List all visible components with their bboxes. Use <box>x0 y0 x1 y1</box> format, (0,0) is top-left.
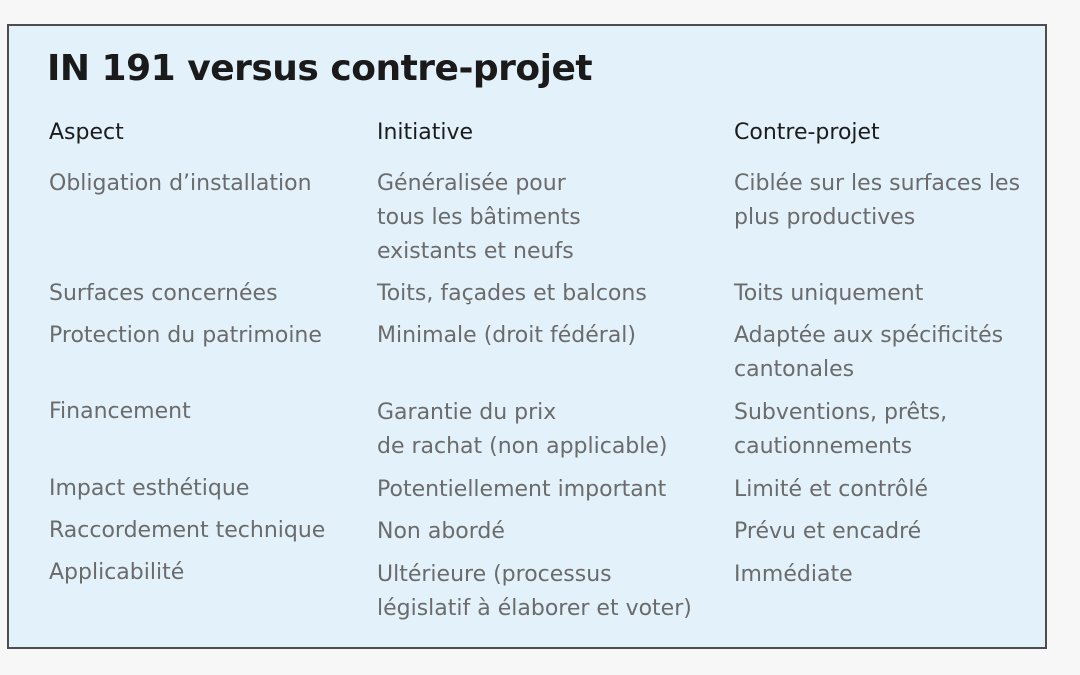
header-contre-projet: Contre-projet <box>734 120 880 145</box>
row-patrimoine-aspect: Protection du patrimoine <box>49 323 322 348</box>
row-financement-aspect: Financement <box>49 399 191 424</box>
row-surfaces-contre-projet: Toits uniquement <box>734 281 924 306</box>
row-applicabilite-initiative: Ultérieure (processus législatif à élaborer et voter) <box>377 562 692 621</box>
row-raccordement-initiative: Non abordé <box>377 519 505 544</box>
row-raccordement-aspect: Raccordement technique <box>49 518 326 543</box>
row-surfaces-aspect: Surfaces concernées <box>49 281 278 306</box>
header-aspect: Aspect <box>49 120 124 145</box>
row-surfaces-initiative: Toits, façades et balcons <box>377 281 647 306</box>
row-obligation-initiative: Généralisée pour tous les bâtiments existants et neufs <box>377 171 581 264</box>
row-applicabilite-contre-projet: Immédiate <box>734 562 853 587</box>
row-obligation-contre-projet: Ciblée sur les surfaces les plus productives <box>734 171 1021 230</box>
row-esthetique-aspect: Impact esthétique <box>49 476 250 501</box>
row-financement-contre-projet: Subventions, prêts, cautionnements <box>734 400 948 459</box>
row-financement-initiative: Garantie du prix de rachat (non applicable) <box>377 400 668 459</box>
header-initiative: Initiative <box>377 120 474 145</box>
row-esthetique-contre-projet: Limité et contrôlé <box>734 477 929 502</box>
row-patrimoine-initiative: Minimale (droit fédéral) <box>377 323 637 348</box>
row-raccordement-contre-projet: Prévu et encadré <box>734 519 922 544</box>
page-title: IN 191 versus contre-projet <box>47 48 593 89</box>
row-obligation-aspect: Obligation d’installation <box>49 171 312 196</box>
row-applicabilite-aspect: Applicabilité <box>49 560 185 585</box>
row-esthetique-initiative: Potentiellement important <box>377 477 667 502</box>
comparison-panel <box>7 24 1047 649</box>
row-patrimoine-contre-projet: Adaptée aux spécificités cantonales <box>734 323 1004 382</box>
